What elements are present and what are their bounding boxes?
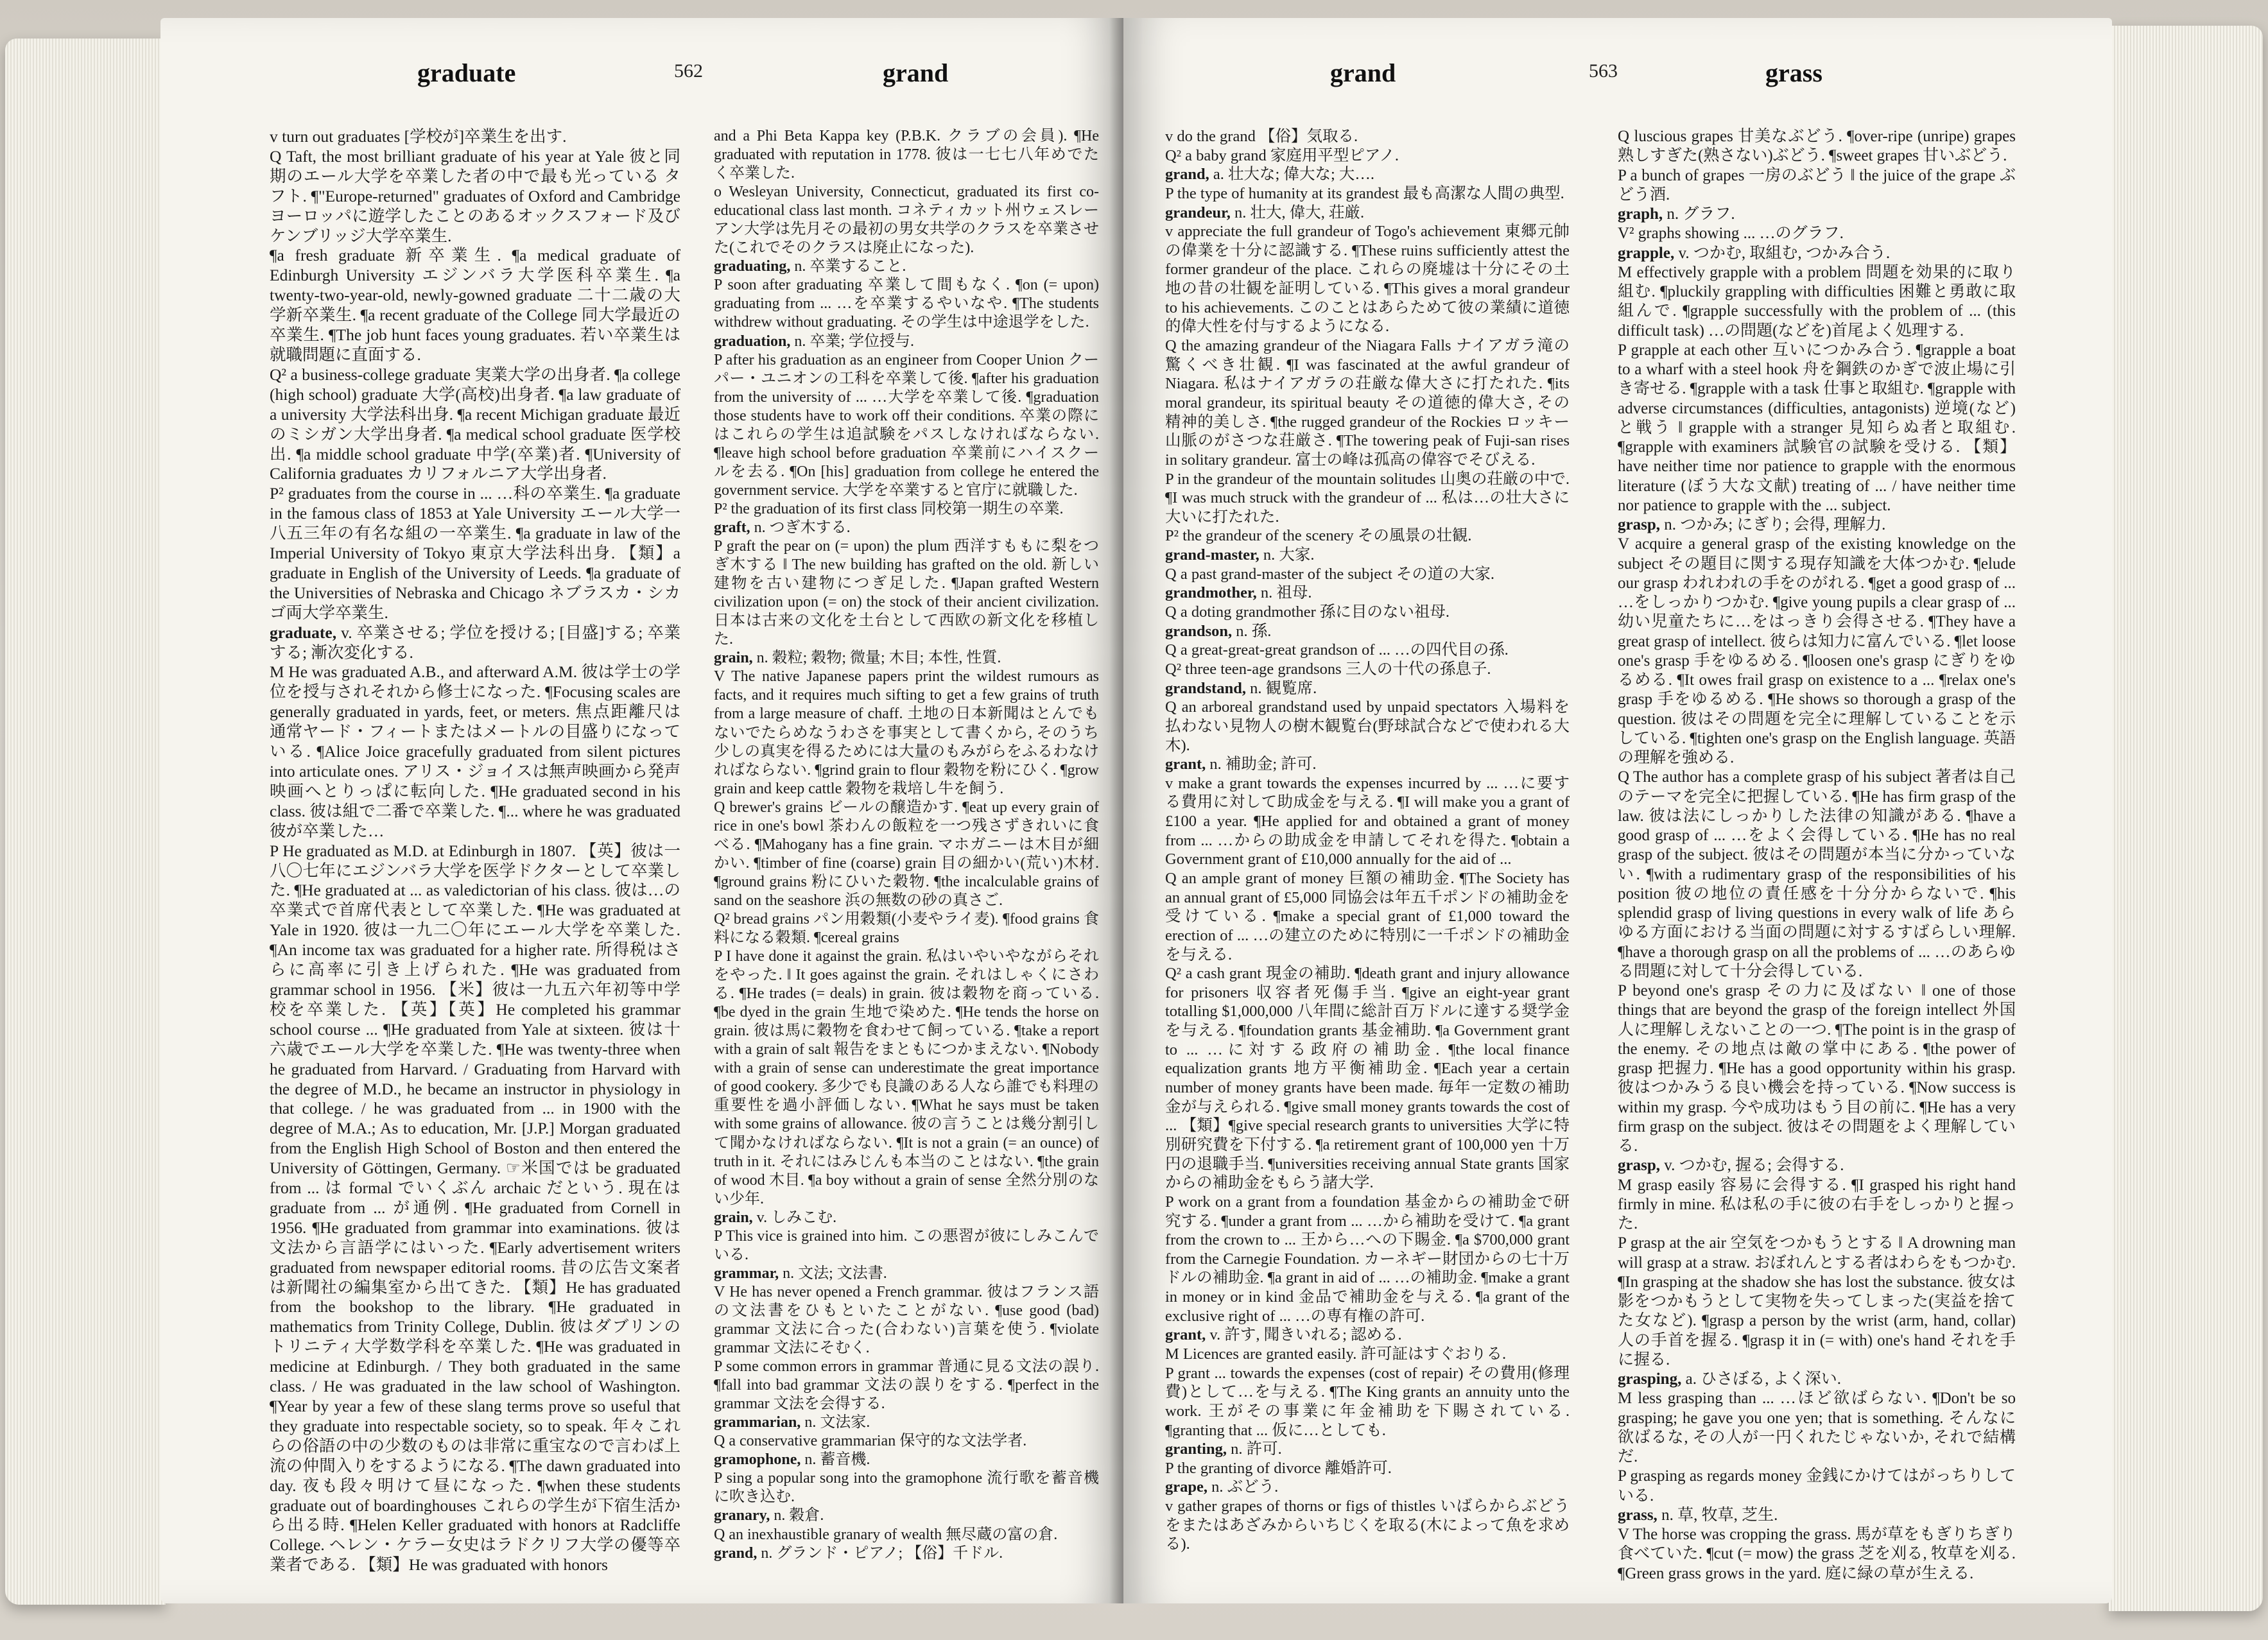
headword: grammarian,	[714, 1414, 805, 1431]
headword: grain,	[714, 1209, 757, 1226]
dictionary-entry: grasping, a. ひさぼる, よく深い.	[1618, 1370, 1841, 1388]
dictionary-entry: v appreciate the full grandeur of Togo's achievement 東郷元帥の偉業を十分に認識する. ¶These ruins sufficiently attest the former grandeur of the place. これらの廃墟は十分にその土地の昔の壮観を証明している. ¶This gives a moral grandeur to his achievements. このことはあらためて彼の業績に道徳的偉大性を付与するようになる.	[1165, 223, 1570, 336]
dictionary-entry: gramophone, n. 蓄音機.	[714, 1451, 870, 1469]
headword: grandson,	[1165, 622, 1236, 640]
dictionary-entry: grandstand, n. 観覧席.	[1165, 679, 1317, 697]
dictionary-entry: graph, n. グラフ.	[1618, 205, 1735, 223]
headword: graduating,	[714, 258, 795, 275]
dictionary-entry: grandson, n. 孫.	[1165, 622, 1272, 640]
dictionary-entry: Q² a business-college graduate 実業大学の出身者. ¶a college (high school) graduate 大学(高校)出身者. ¶a law graduate of a university 大学法科出身. ¶a recent Michigan graduate 最近のミシガン大学出身者. ¶a medical school graduate 医学校出. ¶a middle school graduate 中学(卒業)者. ¶University of California graduates カリフォルニア大学出身者.	[270, 365, 680, 483]
dictionary-entry: grain, v. しみこむ.	[714, 1209, 837, 1226]
right-page-column-1	[1165, 127, 1570, 1554]
dictionary-entry: P the type of humanity at its grandest 最も高潔な人間の典型.	[1165, 184, 1564, 202]
dictionary-entry: Q² bread grains パン用穀類(小麦やライ麦). ¶food grains 食料になる穀類. ¶cereal grains	[714, 910, 1099, 947]
dictionary-entry: P He graduated as M.D. at Edinburgh in 1807. 【英】彼は一八〇七年にエジンバラ大学を医学ドクターとして卒業した. ¶He graduated at ... as valedictorian of his class. 彼は…の卒業式で首席代表として卒業した. ¶He was graduated at Yale in 1920. 彼は一九二〇年にエール大学を卒業した. ¶An income tax was graduated for a higher rate. 所得税はさらに高率に引き上げられた. ¶He was graduated from grammar school in 1956. 【米】彼は一九五六年初等中学校を卒業した. 【英】【英】He completed his grammar school course ... ¶He graduated from Yale at sixteen. 彼は十六歳でエール大学を卒業した. ¶He was twenty-three when he graduated from Harvard. / Graduating from Harvard with the degree of M.D., he became an instructor in physiology in that college. / he was graduated from ... in 1900 with the degree of M.A.; As to education, Mr. [J.P.] Morgan graduated from the English High School of Boston and then entered the University of Göttingen, Germany. ☞米国では be graduated from ... は formal でいくぶん archaic だという. 現在は graduate from ... が通例. ¶He graduated from Cornell in 1956. ¶He graduated from grammar into examinations. 彼は文法から言語学にはいった. ¶Early advertisement writers graduated from newspaper editorial rooms. 昔の広告文案者は新聞社の編集室から出てきた. 【類】He has graduated from the bookshop to the library. ¶He graduated in mathematics from Trinity College, Dublin. 彼はダブリンのトリニティ大学数学科を卒業した. ¶He was graduated in medicine at Edinburgh. / They both graduated in the same class. / He was graduated in the law school of Washington. ¶Year by year a few of these slang terms prove so useful that they graduate into respectable society, so to speak. 年々これらの俗語の中の少数のものは非常に重宝なので言わば上流の仲間入りをするようになる. ¶The dawn graduated into day. 夜も段々明けて昼になった. ¶when these students graduate out of boardinghouses これらの学生が下宿生活から出る時. ¶Helen Keller graduated with honors at Radcliffe College. ヘレン・ケラー女史はラドクリフ大学の優等卒業者である. 【類】He was graduated with honors	[270, 841, 680, 1575]
dictionary-entry: Q luscious grapes 甘美なぶどう. ¶over-ripe (unripe) grapes 熟しすぎた(熟さない)ぶどう. ¶sweet grapes 甘いぶどう.	[1618, 128, 2016, 165]
headword: grand,	[1165, 166, 1213, 184]
headword: grapple,	[1618, 244, 1679, 262]
headword: grasp,	[1618, 516, 1665, 533]
left-page-column-1	[270, 127, 680, 1575]
dictionary-entry: grand-master, n. 大家.	[1165, 546, 1315, 564]
dictionary-entry: P some common errors in grammar 普通に見る文法の誤り. ¶fall into bad grammar 文法の誤りをする. ¶perfect in the grammar 文法を会得する.	[714, 1358, 1099, 1413]
headword: graft,	[714, 519, 754, 536]
dictionary-entry: P This vice is grained into him. この悪習が彼にしみこんでいる.	[714, 1227, 1099, 1263]
dictionary-entry: o Wesleyan University, Connecticut, graduated its first co-educational class last month. コネティカット州ウェスレーアン大学は先月その最初の男女共学のクラスを卒業させた(これでそのクラスは廃止になった).	[714, 184, 1099, 257]
headword: grandstand,	[1165, 679, 1251, 697]
dictionary-entry: V acquire a general grasp of the existing knowledge on the subject その題目に関する現存知識を大体つかむ. ¶elude our grasp われわれの手をのがれる. ¶get a good grasp of ... …をしっかりつかむ. ¶give young pupils a clear grasp of ... 幼い児童たちに…をはっきり会得させる. ¶They have a great grasp of intellect. 彼らは知力に富んでいる. ¶let loose one's grasp 手をゆるめる. ¶loosen one's grasp にぎりをゆるめる. ¶It owes frail grasp on existence to a ... ¶relax one's grasp 手をゆるめる. ¶He shows so thorough a grasp of the question. 彼はその問題を完全に理解していることを示している. ¶tighten one's grasp on the English language. 英語の理解を強める.	[1618, 535, 2016, 766]
dictionary-entry: Q² a baby grand 家庭用平型ピアノ.	[1165, 146, 1399, 164]
headword: gramophone,	[714, 1451, 805, 1469]
dictionary-entry: P I have done it against the grain. 私はいやいやながらそれをやった. ‖ It goes against the grain. それはしゃくにさわる. ¶He trades (= deals) in grain. 彼は穀物を商っている. ¶be dyed in the grain 生地で染めた. ¶He tends the horse on grain. 彼は馬に穀物を食わせて飼っている. ¶take a report with a grain of salt 報告をまともにつかまえない. ¶Nobody with a grain of sense can underestimate the great importance of good cookery. 多少でも良識のある人なら誰でも料理の重要性を過小評価しない. ¶What he says must be taken with some grains of allowance. 彼の言うことは幾分割引して聞かなければならない. ¶It is not a grain (= an ounce) of truth in it. それにはみじんも本当のことはない. ¶the grain of wood 木目. ¶a boy without a grain of sense 全然分別のない少年.	[714, 948, 1099, 1207]
dictionary-entry: P after his graduation as an engineer from Cooper Union クーパー・ユニオンの工科を卒業して後. ¶after his graduation from the university of ... …大学を卒業して後. ¶graduation those students have to work off their conditions. 卒業の際にはこれらの学生は追試験をパスしなければならない. ¶leave high school before graduation 卒業前にハイスクールを去る. ¶On [his] graduation from college he entered the government service. 大学を卒業すると官庁に就職した.	[714, 351, 1099, 499]
dictionary-entry: P in the grandeur of the mountain solitudes 山奥の荘厳の中で. ¶I was much struck with the grandeur of ... 私は…の壮大さに大いに打たれた.	[1165, 470, 1570, 526]
dictionary-entry: Q a conservative grammarian 保守的な文法学者.	[714, 1433, 1027, 1450]
headword: grand,	[714, 1544, 761, 1562]
dictionary-entry: graduate, v. 卒業させる; 学位を授ける; [目盛]する; 卒業する; 漸次変化する.	[270, 623, 680, 662]
dictionary-entry: V The horse was cropping the grass. 馬が草をもぎりちぎり食べていた. ¶cut (= mow) the grass 芝を刈る, 牧草を刈る. ¶Green grass grows in the yard. 庭に緑の草が生える.	[1618, 1526, 2016, 1582]
dictionary-entry: P beyond one's grasp その力に及ばない ‖ one of those things that are beyond the grasp of the foreign intellect 外国人に理解しえないことの一つ. ¶The point is in the grasp of the enemy. その地点は敵の掌中にある. ¶the power of grasp 把握力. ¶He has a good opportunity within his grasp. 彼はつかみうる良い機会を持っている. ¶Now success is within my grasp. 今や成功はもう目の前に. ¶He has a very firm grasp on the subject. 彼はその問題をよく理解している.	[1618, 982, 2016, 1155]
dictionary-entry: M effectively grapple with a problem 問題を効果的に取り組む. ¶pluckily grappling with difficulties 困難と勇敢に取組んで. ¶grapple successfully with the problem of ... (this difficult task) …の問題(などを)首尾よく処理する.	[1618, 263, 2016, 340]
dictionary-entry: M He was graduated A.B., and afterward A.M. 彼は学士の学位を授与されそれから修士になった. ¶Focusing scales are generally graduated in yards, feet, or meters. 焦点距離尺は通常ヤード・フィートまたはメートルの目盛りになっている. ¶Alice Joice gracefully graduated from silent pictures into articulate ones. アリス・ジョイスは無声映画から発声映画へとりっぱに転向した. ¶He graduated second in his class. 彼は組で二番で卒業した. ¶... where he was graduated 彼が卒業した…	[270, 662, 680, 840]
dictionary-entry: Q The author has a complete grasp of his subject 著者は自己のテーマを完全に把握している. ¶He has firm grasp of the law. 彼は法にしっかりした法律の知識がある. ¶have a good grasp of ... …をよく会得している. ¶He has no real grasp of the subject. 彼はその問題が本当に分かっていない. ¶with a rudimentary grasp of the responsibilities of his position 彼の地位の責任感を十分分からないで. ¶his splendid grasp of living questions in every walk of life あらゆる方面における当面の問題に対するすばらしい理解. ¶have a thorough grasp on all the problems of ... …のあらゆる問題に対して十分会得している.	[1618, 768, 2016, 980]
dictionary-entry: P the granting of divorce 離婚許可.	[1165, 1459, 1392, 1477]
dictionary-entry: P soon after graduating 卒業して間もなく. ¶on (= upon) graduating from ... …を卒業するやいなや. ¶The students withdrew without graduating. その学生は中途退学をした.	[714, 277, 1099, 331]
headword: grape,	[1165, 1478, 1212, 1496]
dictionary-entry: Q a doting grandmother 孫に目のない祖母.	[1165, 603, 1450, 621]
dictionary-entry: grasp, n. つかみ; にぎり; 会得, 理解力.	[1618, 516, 1886, 533]
dictionary-entry: Q an inexhaustible granary of wealth 無尽蔵の富の倉.	[714, 1526, 1058, 1543]
dictionary-entry: Q an arboreal grandstand used by unpaid spectators 入場料を払わない見物人の樹木観覧台(野球試合などで使われる大木).	[1165, 698, 1570, 754]
dictionary-entry: Q Taft, the most brilliant graduate of his year at Yale 彼と同期のエール大学を卒業した者の中で最も光っている タフト. ¶"Europe-returned" graduates of Oxford and Cambridge ヨーロッパに遊学したことのあるオックスフォード及びケンブリッジ大学卒業生.	[270, 146, 680, 245]
left-page-column-2	[714, 127, 1099, 1563]
dictionary-entry: Q² three teen-age grandsons 三人の十代の孫息子.	[1165, 660, 1491, 678]
dictionary-entry: grammarian, n. 文法家.	[714, 1414, 870, 1431]
dictionary-entry: grant, n. 補助金; 許可.	[1165, 755, 1317, 773]
headword: graduate,	[270, 623, 342, 642]
headword: grain,	[714, 650, 757, 667]
dictionary-entry: P² the graduation of its first class 同校第一期生の卒業.	[714, 500, 1064, 517]
dictionary-entry: graduation, n. 卒業; 学位授与.	[714, 332, 915, 350]
dictionary-entry: granting, n. 許可.	[1165, 1440, 1282, 1458]
dictionary-entry: P grant ... towards the expenses (cost of repair) その費用(修理費)として…を与える. ¶The King grants an annuity unto the work. 王がその事業に年金補助を下賜されている. ¶granting that ... 仮に…としても.	[1165, 1364, 1570, 1439]
dictionary-entry: v make a grant towards the expenses incurred by ... …に要する費用に対して助成金を与える. ¶I will make you a grant of £100 a year. ¶He applied for and obtained a grant of money from ... …からの助成金を申請してそれを得た. ¶obtain a Government grant of £10,000 annually for the aid of ...	[1165, 774, 1570, 868]
right-page-column-2	[1618, 127, 2016, 1584]
dictionary-entry: Q a great-great-great grandson of ... …の四代目の孫.	[1165, 641, 1509, 659]
dictionary-entry: v gather grapes of thorns or figs of thistles いばらからぶどうをまたはあざみからいちじくを取る(木によって魚を求める).	[1165, 1498, 1570, 1553]
headword: granary,	[714, 1507, 774, 1524]
running-head-right: grass	[1765, 58, 1822, 87]
headword: grand-master,	[1165, 546, 1263, 564]
dictionary-entry: V² graphs showing ... …のグラフ.	[1618, 225, 1844, 243]
dictionary-entry: grand, a. 壮大な; 偉大な; 大….	[1165, 166, 1375, 184]
left-page-edges	[5, 39, 166, 1605]
dictionary-entry: Q a past grand-master of the subject その道の大家.	[1165, 565, 1495, 583]
dictionary-entry: grammar, n. 文法; 文法書.	[714, 1265, 887, 1282]
dictionary-entry: P grapple at each other 互いにつかみ合う. ¶grapple a boat to a wharf with a steel hook 舟を鋼鉄のかぎで波止場に引き寄せる. ¶grapple with a task 仕事と取組む. ¶grapple with adverse circumstances (difficulties, antagonists) 逆境(など)と戦う ‖ grapple with a stranger 見知らぬ者と取組む. ¶grapple with examiners 試験官の試験を受ける. 【類】have neither time nor patience to grapple with the enormous literature (ぼう大な文献) treating of ... / have neither time nor patience to grapple with the ... subject.	[1618, 341, 2016, 514]
headword: grant,	[1165, 1326, 1210, 1344]
dictionary-entry: and a Phi Beta Kappa key (P.B.K. クラブの会員). ¶He graduated with reputation in 1778. 彼は一七七八年めでたく卒業した.	[714, 128, 1099, 182]
dictionary-entry: granary, n. 穀倉.	[714, 1507, 824, 1524]
dictionary-entry: grapple, v. つかむ, 取組む, つかみ合う.	[1618, 244, 1891, 262]
headword: grasping,	[1618, 1370, 1686, 1388]
headword: graduation,	[714, 332, 795, 350]
page-number-right: 563	[1589, 60, 1618, 82]
dictionary-entry: V He has never opened a French grammar. 彼はフランス語の文法書をひもといたことがない. ¶use good (bad) grammar 文法に合った(合わない)言葉を使う. ¶violate grammar 文法にそむく.	[714, 1283, 1099, 1357]
headword: grass,	[1618, 1506, 1662, 1524]
dictionary-entry: v do the grand 【俗】気取る.	[1165, 128, 1358, 145]
dictionary-entry: Q the amazing grandeur of the Niagara Falls ナイアガラ滝の驚くべき壮観. ¶I was fascinated at the awful grandeur of Niagara. 私はナイアガラの荘厳な偉大さに打たれた. ¶its moral grandeur, its spiritual beauty その道徳的偉大さ, その精神的美しさ. ¶the rugged grandeur of the Rockies ロッキー山脈のがさつな荘厳さ. ¶The towering peak of Fuji-san rises in solitary grandeur. 富士の峰は孤高の偉容でそびえる.	[1165, 337, 1570, 469]
dictionary-entry: P grasp at the air 空気をつかもうとする ‖ A drowning man will grasp at a straw. おぼれんとする者はわらをもつかむ. ¶In grasping at the shadow she has lost the substance. 彼女は影をつかもうとして実物を失ってしまった(実益を捨てた女など). ¶grasp a person by the wrist (arm, hand, collar) 人の手首を握る. ¶grasp it in (= with) one's hand それを手に握る.	[1618, 1234, 2016, 1368]
running-head-right-page-left: grand	[1330, 58, 1396, 87]
dictionary-entry: P grasping as regards money 金銭にかけてはがっちりしている.	[1618, 1467, 2016, 1505]
dictionary-entry: M less grasping than ... …ほど欲ばらない. ¶Don't be so grasping; he gave you one yen; that is something. そんなに欲ばるな, その人が一円くれたじゃないか, それで結構だ.	[1618, 1390, 2016, 1465]
dictionary-entry: P work on a grant from a foundation 基金からの補助金で研究する. ¶under a grant from ... …から補助を受けて. ¶a grant from the crown to ... 王から…への下賜金. ¶a $700,000 grant from the Carnegie Foundation. カーネギー財団からの七十万ドルの補助金. ¶a grant in aid of ... …の補助金. ¶make a grant in money or in kind 金品で補助金を与える. ¶a grant of the exclusive right of ... …の専有権の許可.	[1165, 1193, 1570, 1325]
headword: grammar,	[714, 1265, 783, 1282]
dictionary-entry: P² the grandeur of the scenery その風景の壮観.	[1165, 527, 1472, 545]
headword: grant,	[1165, 755, 1210, 773]
dictionary-entry: v turn out graduates [学校が]卒業生を出す.	[270, 127, 567, 146]
dictionary-entry: grand, n. グランド・ピアノ; 【俗】千ドル.	[714, 1544, 1003, 1562]
dictionary-entry: Q² a cash grant 現金の補助. ¶death grant and injury allowance for prisoners 収容者死傷手当. ¶give an eight-year grant totalling $1,000,000 八年間に総計百万ドルに達する奨学金を与える. ¶foundation grants 基金補助. ¶a Government grant to ... …に対する政府の補助金. ¶the local finance equalization grants 地方平衡補助金. ¶Each year a certain number of money grants have been made. 毎年一定数の補助金が与えられる. ¶give small money grants towards the cost of ... 【類】¶give special research grants to universities 大学に特別研究費を下付する. ¶a retirement grant of 100,000 yen 十万円の退職手当. ¶universities receiving annual State grants 国家からの補助金をもらう諸大学.	[1165, 965, 1570, 1192]
dictionary-entry: M grasp easily 容易に会得する. ¶I grasped his right hand firmly in mine. 私は私の手に彼の右手をしっかりと握った.	[1618, 1176, 2016, 1232]
dictionary-entry: P² graduates from the course in ... …科の卒業生. ¶a graduate in the famous class of 1853 at Yale University エール大学一八五三年の有名な組の一卒業生. ¶a graduate in law of the Imperial University of Tokyo 東京大学法科出身. 【類】a graduate in English of the University of Leeds. ¶a graduate of the Universities of Nebraska and Chicago ネブラスカ・シカゴ両大学卒業生.	[270, 484, 680, 622]
left-page	[160, 18, 1123, 1603]
dictionary-entry: graduating, n. 卒業すること.	[714, 258, 906, 275]
running-head-left-page-right: grand	[883, 58, 949, 87]
right-page	[1123, 18, 2112, 1603]
headword: grandmother,	[1165, 584, 1261, 602]
headword: grandeur,	[1165, 203, 1235, 221]
headword: graph,	[1618, 205, 1667, 223]
page-number-left: 562	[674, 60, 703, 82]
right-page-edges	[2109, 26, 2263, 1611]
dictionary-entry: grass, n. 草, 牧草, 芝生.	[1618, 1506, 1778, 1524]
dictionary-entry: M Licences are granted easily. 許可証はすぐおりる.	[1165, 1345, 1507, 1363]
dictionary-entry: graft, n. つぎ木する.	[714, 519, 851, 536]
dictionary-entry: grandeur, n. 壮大, 偉大, 荘厳.	[1165, 203, 1365, 221]
dictionary-entry: P graft the pear on (= upon) the plum 西洋すももに梨をつぎ木する ‖ The new building has grafted on the old. 新しい建物を古い建物につぎ足した. ¶Japan grafted Western civilization upon (= on) the stock of their ancient civilization. 日本は古来の文化を土台として西欧の新文化を移植した.	[714, 538, 1099, 648]
headword: granting,	[1165, 1440, 1231, 1458]
dictionary-entry: grain, n. 穀粒; 穀物; 微量; 木目; 本性, 性質.	[714, 650, 1001, 667]
dictionary-entry: P a bunch of grapes 一房のぶどう ‖ the juice of the grape ぶどう酒.	[1618, 166, 2016, 203]
dictionary-entry: grasp, v. つかむ, 握る; 会得する.	[1618, 1157, 1844, 1175]
dictionary-entry: Q brewer's grains ビールの醸造かす. ¶eat up every grain of rice in one's bowl 茶わんの飯粒を一つ残さずきれいに食べる. ¶Mahogany has a fine grain. マホガニーは木目が細かい. ¶timber of fine (coarse) grain 目の細かい(荒い)木材. ¶ground grains 粉にひいた穀物. ¶the incalculable grains of sand on the seashore 浜の無数の砂の真さご.	[714, 798, 1099, 909]
dictionary-entry: grape, n. ぶどう.	[1165, 1478, 1279, 1496]
dictionary-entry: grant, v. 許す, 聞きいれる; 認める.	[1165, 1326, 1402, 1344]
dictionary-entry: V The native Japanese papers print the wildest rumours as facts, and it requires much sifting to get a few grains of truth from a large measure of chaff. 土地の日本新聞はとんでもないでたらめなうわさを事実として書くから, そのうち少しの真実を得るためには大量のもみがらをふるわなければならない. ¶grind grain to flour 穀物を粉にひく. ¶grow grain and keep cattle 穀物を栽培し牛を飼う.	[714, 668, 1099, 797]
dictionary-entry: Q an ample grant of money 巨額の補助金. ¶The Society has an annual grant of £5,000 同協会は年五千ポンドの補助金を受けている. ¶make a special grant of £1,000 toward the erection of ... …の建立のために特別に一千ポンドの補助金を与える.	[1165, 869, 1570, 963]
dictionary-entry: ¶a fresh graduate 新卒業生. ¶a medical graduate of Edinburgh University エジンバラ大学医科卒業生. ¶a twenty-two-year-old, newly-gowned graduate 二十二歳の大学新卒業生. ¶a recent graduate of the College 同大学最近の卒業生. ¶The job hunt faces young graduates. 若い卒業生は就職問題に直面する.	[270, 246, 680, 364]
headword: grasp,	[1618, 1157, 1665, 1175]
running-head-left: graduate	[417, 58, 516, 87]
dictionary-entry: P sing a popular song into the gramophone 流行歌を蓄音機に吹き込む.	[714, 1470, 1099, 1506]
dictionary-entry: grandmother, n. 祖母.	[1165, 584, 1312, 602]
